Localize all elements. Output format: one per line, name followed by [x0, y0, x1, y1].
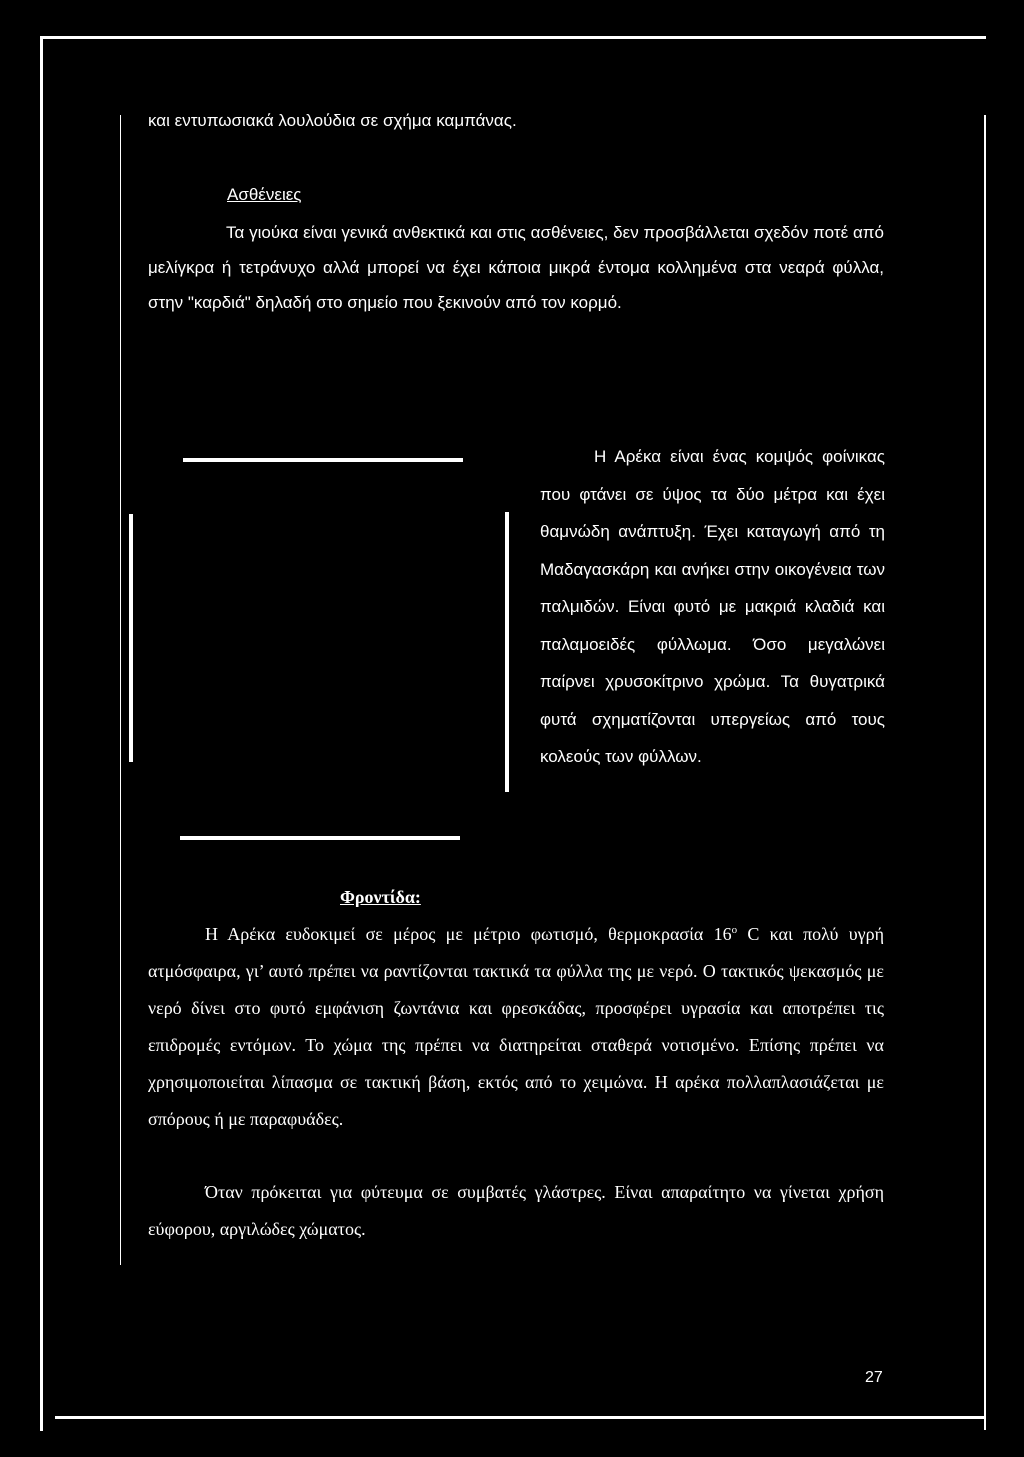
- right-margin-rule: [984, 115, 986, 1430]
- left-inner-rule: [120, 115, 121, 1265]
- bottom-border-rule: [55, 1416, 985, 1419]
- care-paragraph-2: Όταν πρόκειται για φύτευμα σε συμβατές γλάστρες. Είναι απαραίτητο να γίνεται χρήση εύφορου, αργιλώδες χώματος.: [148, 1182, 884, 1239]
- image-frame-bottom: [180, 836, 460, 840]
- image-frame-left: [129, 514, 133, 762]
- image-frame-right: [505, 512, 509, 792]
- image-frame-top: [183, 458, 463, 462]
- care-text-part-1: Η Αρέκα ευδοκιμεί σε μέρος με μέτριο φωτισμό, θερμοκρασία 16: [205, 924, 732, 944]
- care-paragraph-1: [148, 916, 884, 1138]
- degree-superscript: ο: [731, 924, 738, 936]
- top-border-rule: [40, 36, 986, 39]
- care-text-part-2: C και πολύ υγρή ατμόσφαιρα, γι’ αυτό πρέπει να ραντίζονται τακτικά τα φύλλα της με νερό. Ο τακτικός ψεκασμός με νερό δίνει στο φυτό εμφάνιση ζωντάνια και φρεσκάδας, προσφέρει υγρασία και αποτρέπει τις επιδρομές εντόμων. Το χώμα της πρέπει να διατηρείται σταθερά νοτισμένο. Επίσης πρέπει να χρησιμοποιείται λίπασμα σε τακτική βάση, εκτός από το χειμώνα. Η αρέκα πολλαπλασιάζεται με σπόρους ή με παραφυάδες.: [148, 924, 884, 1129]
- continued-text: και εντυπωσιακά λουλούδια σε σχήμα καμπάνας.: [148, 111, 517, 130]
- care-heading: Φροντίδα:: [340, 887, 421, 907]
- diseases-paragraph: Τα γιούκα είναι γενικά ανθεκτικά και στις ασθένειες, δεν προσβάλλεται σχεδόν ποτέ από μελίγκρα ή τετράνυχο αλλά μπορεί να έχει κάποια μικρά έντομα κολλημένα στα νεαρά φύλλα, στην "καρδιά" δηλαδή στο σημείο που ξεκινούν από τον κορμό.: [148, 223, 884, 312]
- diseases-heading: Ασθένειες: [227, 185, 302, 204]
- left-border-rule: [40, 36, 43, 1431]
- areca-paragraph: Η Αρέκα είναι ένας κομψός φοίνικας που φτάνει σε ύψος τα δύο μέτρα και έχει θαμνώδη ανάπτυξη. Έχει καταγωγή από τη Μαδαγασκάρη και ανήκει στην οικογένεια των παλμιδών. Είναι φυτό με μακριά κλαδιά και παλαμοειδές φύλλωμα. Όσο μεγαλώνει παίρνει χρυσοκίτρινο χρώμα. Τα θυγατρικά φυτά σχηματίζονται υπεργείως από τους κολεούς των φύλλων.: [540, 447, 885, 766]
- page-number: 27: [865, 1369, 883, 1386]
